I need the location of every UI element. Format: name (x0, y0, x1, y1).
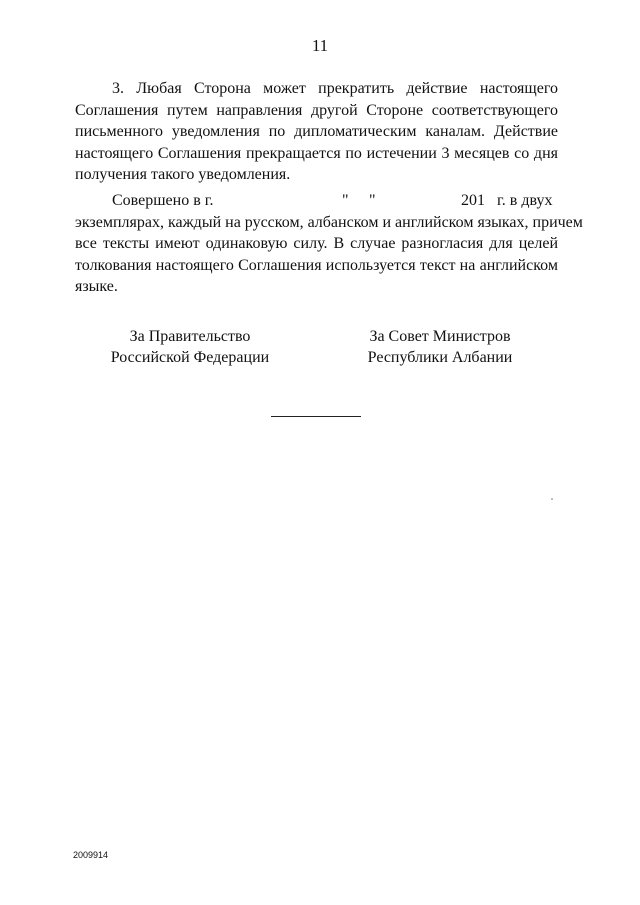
signature-line: Российской Федерации (110, 349, 270, 366)
signature-line: Республики Албании (367, 349, 513, 366)
signature-line: За Правительство (129, 328, 251, 345)
paragraph-done-at (75, 190, 583, 298)
date-line (75, 190, 558, 212)
paragraph-line: все тексты имеют одинаковую силу. В случае разногласия для целей (75, 235, 558, 252)
closing-rule (271, 416, 361, 417)
signature-block-albania (365, 326, 515, 368)
page-number: 11 (311, 36, 329, 55)
scan-speck (551, 498, 553, 500)
paragraph-line: письменного уведомления по дипломатическим каналам. Действие (75, 123, 558, 140)
document-code: 2009914 (73, 850, 109, 860)
paragraph-line: настоящего Соглашения прекращается по истечении 3 месяцев со дня (75, 144, 558, 162)
paragraph-termination (75, 78, 558, 186)
date-line-tail: г. в двух (497, 192, 553, 209)
signature-block-russia (110, 326, 270, 368)
paragraph-line: языке. (75, 278, 118, 295)
paragraph-line: 3. Любая Сторона может прекратить действие настоящего (112, 80, 558, 97)
done-at-label: Совершено в г. (112, 192, 214, 209)
year-field: 201 (461, 192, 485, 209)
quote-open: " (342, 192, 349, 209)
signature-line: За Совет Министров (369, 328, 511, 345)
paragraph-line: Соглашения путем направления другой Стороне соответствующего (75, 101, 558, 119)
quote-close: " (369, 192, 376, 209)
paragraph-line: получения такого уведомления. (75, 166, 291, 183)
paragraph-line: экземплярах, каждый на русском, албанском и английском языках, причем (75, 213, 583, 231)
paragraph-line: толкования настоящего Соглашения используется текст на английском (75, 256, 558, 274)
